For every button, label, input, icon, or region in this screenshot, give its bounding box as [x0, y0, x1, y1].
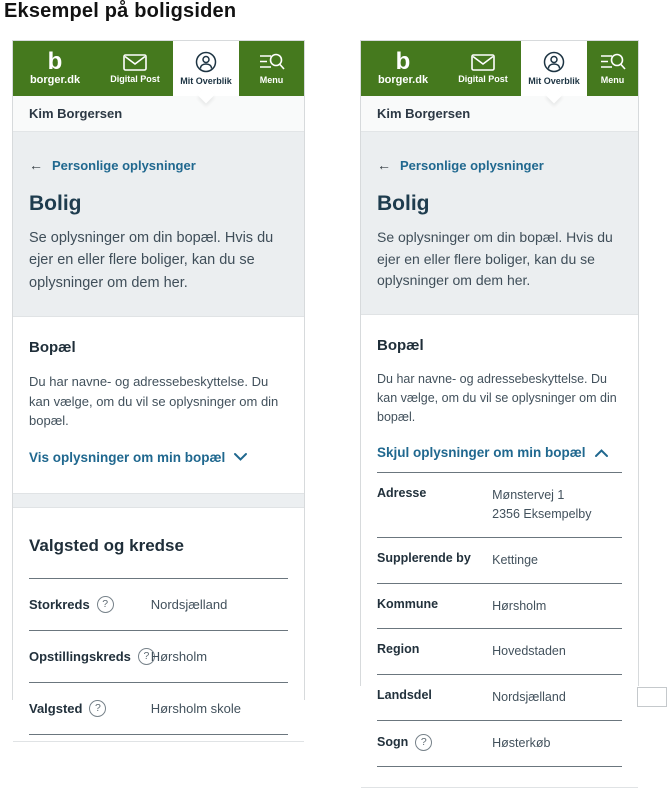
table-row — [377, 629, 622, 675]
page-title: Eksempel på boligsiden — [4, 0, 237, 22]
card-gap — [13, 494, 304, 507]
tab-menu[interactable] — [239, 41, 304, 96]
borgerdk-logo[interactable] — [361, 41, 445, 96]
app-header — [13, 41, 304, 96]
user-bar — [13, 96, 304, 132]
help-icon[interactable]: ? — [415, 734, 432, 751]
tab-digital-post[interactable] — [445, 41, 521, 96]
back-link[interactable] — [377, 157, 622, 173]
row-value: Kettinge — [492, 552, 539, 567]
person-icon — [195, 51, 217, 73]
chevron-down-icon — [234, 453, 247, 461]
page-description: Se oplysninger om din bopæl. Hvis du ejer en eller flere boliger, kan du se oplysninger om dem her. — [377, 229, 613, 289]
page-heading: Bolig — [377, 192, 430, 215]
row-value: Hørsholm skole — [150, 700, 242, 716]
tab-menu-label: Menu — [600, 75, 625, 85]
page-heading: Bolig — [29, 192, 82, 215]
tab-mit-overblik-label: Mit Overblik — [180, 76, 232, 86]
row-label: Region — [377, 642, 420, 657]
table-row — [377, 675, 622, 721]
tab-digital-post-label: Digital Post — [110, 73, 160, 84]
tab-mit-overblik[interactable] — [173, 41, 239, 96]
envelope-icon — [471, 54, 495, 71]
bopael-details-table — [377, 472, 622, 766]
row-value: Hørsholm — [492, 598, 547, 613]
tab-menu[interactable] — [587, 41, 638, 96]
hide-bopael-link[interactable] — [377, 445, 622, 460]
search-menu-icon — [259, 52, 285, 72]
row-value: Nordsjælland — [492, 690, 566, 705]
table-row — [377, 538, 622, 584]
envelope-icon — [123, 54, 147, 71]
table-row — [377, 584, 622, 630]
bopael-card — [13, 316, 304, 494]
user-name: Kim Borgersen — [377, 106, 471, 121]
row-label: Sogn — [377, 735, 409, 750]
bopael-card-title: Bopæl — [29, 339, 76, 357]
row-value: Hovedstaden — [492, 644, 566, 659]
table-row — [29, 579, 288, 631]
tab-menu-label: Menu — [259, 75, 284, 85]
cropped-corner-element — [637, 687, 667, 707]
phone-screenshot-right — [360, 40, 639, 750]
app-header — [361, 41, 638, 96]
valgsted-card-title: Valgsted og kredse — [29, 535, 184, 555]
tab-mit-overblik-label: Mit Overblik — [528, 76, 580, 86]
table-row — [29, 631, 288, 683]
help-icon[interactable]: ? — [138, 648, 155, 665]
show-bopael-link[interactable] — [29, 450, 288, 465]
show-bopael-link-label: Vis oplysninger om min bopæl — [29, 449, 226, 465]
search-menu-icon — [600, 52, 626, 72]
row-value: Nordsjælland — [150, 596, 228, 612]
hide-bopael-link-label: Skjul oplysninger om min bopæl — [377, 445, 586, 461]
bopael-card-description: Du har navne- og adressebeskyttelse. Du kan vælge, om du vil se oplysninger om din bopæl. — [377, 372, 617, 424]
person-icon — [543, 51, 565, 73]
borgerdk-logo-label: borger.dk — [377, 74, 429, 86]
page-description: Se oplysninger om din bopæl. Hvis du ejer en eller flere boliger, kan du se oplysninger om dem her. — [29, 230, 274, 291]
help-icon[interactable]: ? — [97, 596, 114, 613]
borgerdk-logo-icon: b — [395, 48, 411, 75]
borgerdk-logo-icon: b — [47, 48, 63, 75]
tab-digital-post[interactable] — [97, 41, 173, 96]
table-row — [377, 473, 622, 538]
help-icon[interactable]: ? — [89, 700, 106, 717]
tab-digital-post-label: Digital Post — [458, 73, 508, 84]
bopael-card-title: Bopæl — [377, 337, 424, 355]
row-label: Adresse — [377, 486, 427, 501]
row-label: Landsdel — [377, 688, 432, 703]
borgerdk-logo-label: borger.dk — [29, 74, 81, 86]
back-arrow-icon: ← — [377, 157, 391, 173]
table-row — [29, 683, 288, 735]
phone-screenshot-left — [12, 40, 305, 716]
row-value: Mønstervej 1 2356 Eksempelby — [492, 488, 592, 522]
bopael-card-expanded — [361, 314, 638, 788]
valgsted-card — [13, 507, 304, 742]
row-label: Valgsted — [29, 700, 83, 716]
row-label: Kommune — [377, 596, 439, 611]
row-value: Hørsholm — [150, 648, 208, 664]
back-link-label: Personlige oplysninger — [52, 157, 196, 173]
back-link-label: Personlige oplysninger — [400, 157, 544, 173]
hero-section — [361, 132, 638, 314]
row-label: Storkreds — [29, 596, 90, 612]
back-link[interactable] — [29, 157, 288, 173]
user-name: Kim Borgersen — [29, 106, 123, 121]
bopael-card-description: Du har navne- og adressebeskyttelse. Du kan vælge, om du vil se oplysninger om din bopæl. — [29, 374, 279, 429]
tab-mit-overblik[interactable] — [521, 41, 587, 96]
chevron-up-icon — [595, 449, 608, 457]
user-bar — [361, 96, 638, 132]
back-arrow-icon: ← — [29, 157, 43, 173]
table-row — [377, 721, 622, 767]
row-label: Opstillingskreds — [29, 648, 131, 664]
row-value: Høsterkøb — [492, 735, 551, 750]
borgerdk-logo[interactable] — [13, 41, 97, 96]
valgsted-rows — [29, 578, 288, 735]
row-label: Supplerende by — [377, 550, 471, 565]
hero-section — [13, 132, 304, 316]
